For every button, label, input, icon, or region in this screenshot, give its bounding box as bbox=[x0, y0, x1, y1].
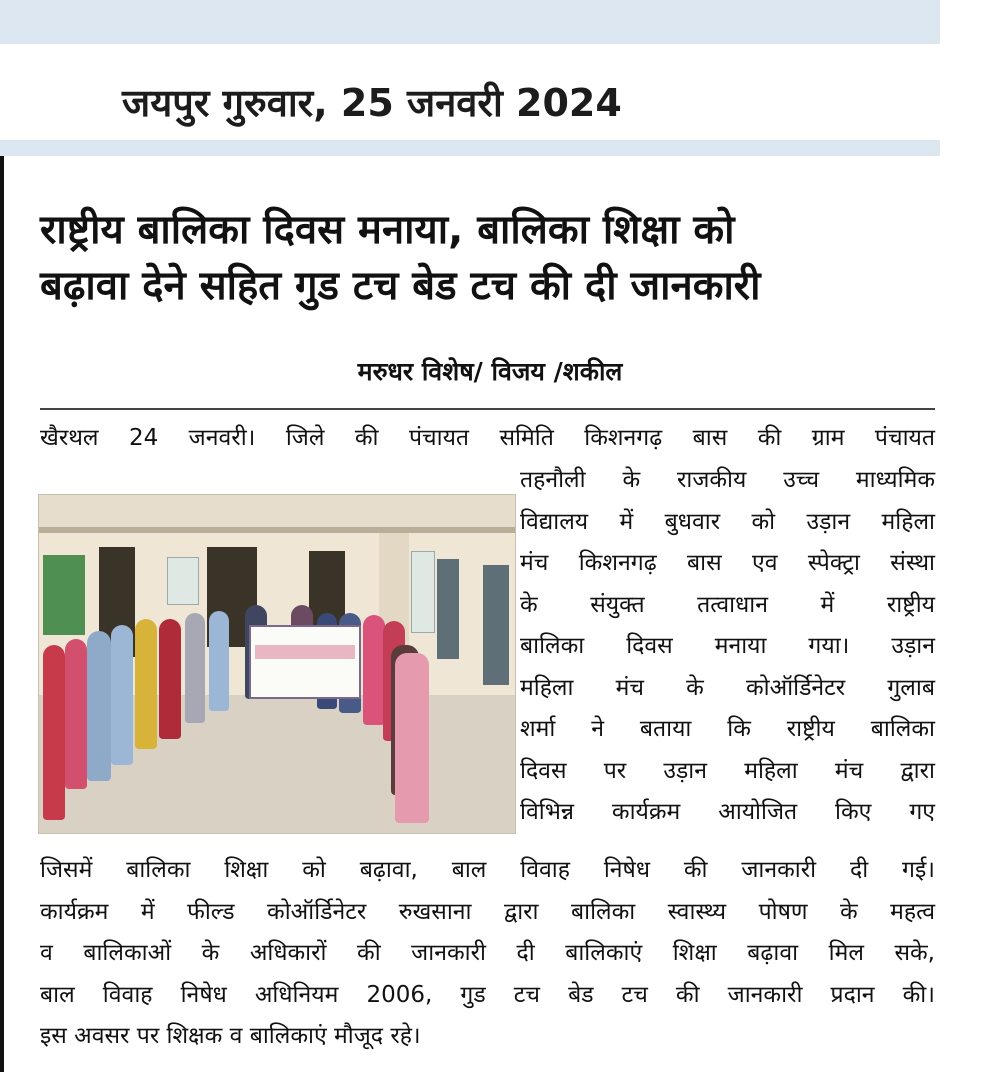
byline-divider bbox=[40, 408, 935, 410]
lead-paragraph bbox=[40, 418, 935, 460]
headline-line: राष्ट्रीय बालिका दिवस मनाया, बालिका शिक्षा को bbox=[40, 207, 735, 253]
text-line: मंच किशनगढ़ बास एव स्पेक्ट्रा संस्था bbox=[520, 550, 935, 576]
photo-notice-board bbox=[167, 557, 199, 605]
photo-green-board bbox=[43, 555, 85, 635]
headline-line: बढ़ावा देने सहित गुड टच बेड टच की दी जानकारी bbox=[40, 263, 761, 309]
dateline: जयपुर गुरुवार, 25 जनवरी 2024 bbox=[122, 81, 622, 125]
photo-student bbox=[395, 653, 429, 823]
closing-paragraph bbox=[40, 850, 935, 1058]
photo-banner-stripe bbox=[255, 645, 355, 659]
photo-window bbox=[483, 565, 509, 685]
event-photo bbox=[38, 494, 516, 834]
column-left-rule bbox=[0, 156, 4, 1072]
text-line: जिसमें बालिका शिक्षा को बढ़ावा, बाल विवाह निषेध की जानकारी दी गई। bbox=[40, 857, 935, 883]
text-line: विद्यालय में बुधवार को उड़ान महिला bbox=[520, 508, 935, 535]
photo-student bbox=[111, 625, 133, 765]
photo-window bbox=[437, 559, 459, 659]
text-line: शर्मा ने बताया कि राष्ट्रीय बालिका bbox=[520, 716, 935, 742]
text-line: महिला मंच के कोऑर्डिनेटर गुलाब bbox=[520, 674, 935, 701]
text-line: बालिका दिवस मनाया गया। उड़ान bbox=[520, 633, 935, 659]
photo-student bbox=[159, 619, 181, 739]
photo-student bbox=[185, 613, 205, 723]
text-line: के संयुक्त तत्वाधान में राष्ट्रीय bbox=[520, 591, 935, 618]
header-separator-band bbox=[0, 140, 940, 156]
photo-student bbox=[135, 619, 157, 749]
photo-banner bbox=[249, 625, 361, 699]
headline bbox=[40, 202, 920, 314]
text-line: कार्यक्रम में फील्ड कोऑर्डिनेटर रुखसाना द्वारा बालिका स्वास्थ्य पोषण के महत्व bbox=[40, 898, 935, 925]
top-header-band bbox=[0, 0, 940, 44]
text-line: बाल विवाह निषेध अधिनियम 2006, गुड टच बेड टच की जानकारी प्रदान की। bbox=[40, 981, 935, 1008]
text-line: तहनौली के राजकीय उच्च माध्यमिक bbox=[520, 467, 935, 493]
photo-notice-board bbox=[411, 551, 435, 633]
byline: मरुधर विशेष/ विजय /शकील bbox=[357, 357, 623, 386]
text-line: खैरथल 24 जनवरी। जिले की पंचायत समिति किशनगढ़ बास की ग्राम पंचायत bbox=[40, 425, 935, 451]
photo-student bbox=[65, 639, 87, 789]
photo-student bbox=[209, 611, 229, 711]
photo-student bbox=[87, 631, 111, 781]
side-column-text bbox=[520, 460, 935, 834]
text-line: दिवस पर उड़ान महिला मंच द्वारा bbox=[520, 757, 935, 784]
photo-student bbox=[43, 645, 65, 820]
photo-student bbox=[363, 615, 385, 725]
text-line: विभिन्न कार्यक्रम आयोजित किए गए bbox=[520, 799, 935, 825]
text-line: व बालिकाओं के अधिकारों की जानकारी दी बालिकाएं शिक्षा बढ़ावा मिल सके, bbox=[40, 940, 935, 966]
text-line: इस अवसर पर शिक्षक व बालिकाएं मौजूद रहे। bbox=[40, 1023, 421, 1049]
